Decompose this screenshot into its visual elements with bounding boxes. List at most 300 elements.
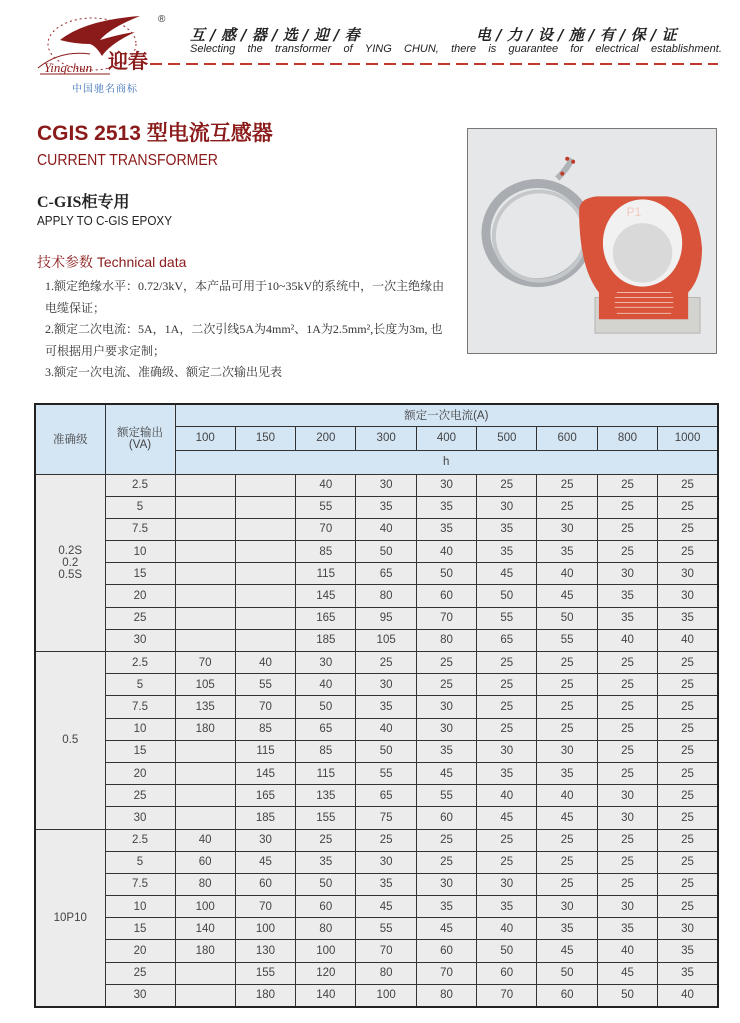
value-cell: 25 — [477, 829, 537, 851]
value-cell: 25 — [477, 851, 537, 873]
value-cell: 55 — [537, 629, 597, 651]
value-cell: 25 — [658, 785, 718, 807]
value-cell: 30 — [356, 474, 416, 496]
rated-output-cell: 20 — [105, 940, 175, 962]
value-cell: 35 — [416, 896, 476, 918]
value-cell: 30 — [537, 518, 597, 540]
table-row — [35, 807, 718, 829]
value-cell: 25 — [658, 873, 718, 895]
value-cell: 30 — [658, 585, 718, 607]
value-cell: 25 — [416, 652, 476, 674]
value-cell — [175, 629, 235, 651]
table-row — [35, 962, 718, 984]
rated-output-cell: 15 — [105, 563, 175, 585]
value-cell: 40 — [296, 674, 356, 696]
slogan-word: YING — [364, 43, 392, 55]
value-cell: 30 — [356, 851, 416, 873]
value-cell: 155 — [296, 807, 356, 829]
value-cell: 100 — [235, 918, 295, 940]
value-cell — [175, 585, 235, 607]
slogan-word: is — [488, 43, 497, 55]
value-cell: 35 — [416, 740, 476, 762]
value-cell: 185 — [235, 807, 295, 829]
value-cell: 40 — [658, 984, 718, 1006]
value-cell: 55 — [235, 674, 295, 696]
value-cell: 40 — [597, 629, 657, 651]
value-cell: 30 — [597, 896, 657, 918]
value-cell: 25 — [658, 474, 718, 496]
value-cell: 25 — [597, 696, 657, 718]
value-cell: 50 — [296, 873, 356, 895]
value-cell: 25 — [597, 541, 657, 563]
value-cell: 25 — [597, 829, 657, 851]
value-cell: 25 — [356, 829, 416, 851]
value-cell: 130 — [235, 940, 295, 962]
value-cell — [175, 740, 235, 762]
value-cell: 30 — [416, 696, 476, 718]
value-cell: 45 — [477, 563, 537, 585]
header-accuracy-class: 准确级 — [35, 404, 105, 474]
table-row — [35, 496, 718, 518]
value-cell: 100 — [175, 896, 235, 918]
slogan-word: Selecting — [190, 43, 236, 55]
brand-subtitle: 中国驰名商标 — [72, 84, 138, 95]
rated-output-cell: 25 — [105, 607, 175, 629]
header-current-100: 100 — [175, 426, 235, 450]
rated-output-cell: 7.5 — [105, 696, 175, 718]
table-row — [35, 629, 718, 651]
value-cell: 50 — [477, 585, 537, 607]
header-divider — [150, 63, 718, 65]
value-cell: 45 — [537, 807, 597, 829]
value-cell: 25 — [658, 718, 718, 740]
value-cell: 25 — [658, 696, 718, 718]
value-cell: 25 — [597, 740, 657, 762]
table-row — [35, 896, 718, 918]
header-current-200: 200 — [296, 426, 356, 450]
value-cell: 25 — [537, 873, 597, 895]
slogan-word: for — [570, 43, 584, 55]
value-cell — [175, 762, 235, 784]
value-cell: 30 — [235, 829, 295, 851]
brand-name-cn: 迎春 — [108, 49, 148, 73]
value-cell: 35 — [597, 607, 657, 629]
value-cell: 25 — [597, 674, 657, 696]
value-cell: 80 — [416, 984, 476, 1006]
value-cell: 35 — [597, 585, 657, 607]
value-cell: 165 — [296, 607, 356, 629]
value-cell — [175, 496, 235, 518]
value-cell: 45 — [416, 918, 476, 940]
value-cell: 65 — [356, 563, 416, 585]
value-cell: 45 — [477, 807, 537, 829]
value-cell: 60 — [175, 851, 235, 873]
value-cell: 35 — [356, 873, 416, 895]
value-cell — [235, 541, 295, 563]
value-cell: 40 — [175, 829, 235, 851]
accuracy-class-cell: 0.2S 0.2 0.5S — [35, 474, 105, 652]
header-rated-primary-current: 额定一次电流(A) — [175, 404, 718, 426]
value-cell: 25 — [658, 496, 718, 518]
rated-output-cell: 5 — [105, 851, 175, 873]
value-cell: 25 — [537, 496, 597, 518]
value-cell: 50 — [537, 962, 597, 984]
value-cell: 40 — [477, 918, 537, 940]
value-cell: 25 — [356, 652, 416, 674]
rated-output-cell: 15 — [105, 918, 175, 940]
value-cell: 70 — [477, 984, 537, 1006]
value-cell: 120 — [296, 962, 356, 984]
value-cell — [175, 962, 235, 984]
header-rated-output: 额定输出 (VA) — [105, 404, 175, 474]
value-cell: 35 — [416, 496, 476, 518]
value-cell: 25 — [537, 696, 597, 718]
value-cell: 45 — [416, 762, 476, 784]
value-cell — [175, 785, 235, 807]
value-cell: 25 — [597, 873, 657, 895]
value-cell — [175, 518, 235, 540]
value-cell: 140 — [175, 918, 235, 940]
value-cell: 30 — [658, 918, 718, 940]
spec-item: 1.额定绝缘水平：0.72/3kV，本产品可用于10~35kV的系统中，一次主绝缘由电缆保证； — [45, 279, 445, 315]
value-cell: 30 — [296, 652, 356, 674]
value-cell: 35 — [597, 918, 657, 940]
rated-output-cell: 30 — [105, 984, 175, 1006]
value-cell: 35 — [658, 962, 718, 984]
value-cell: 70 — [356, 940, 416, 962]
rated-output-cell: 10 — [105, 896, 175, 918]
value-cell — [235, 563, 295, 585]
value-cell: 55 — [356, 918, 416, 940]
value-cell: 180 — [235, 984, 295, 1006]
value-cell: 50 — [416, 563, 476, 585]
value-cell: 25 — [658, 851, 718, 873]
value-cell: 25 — [658, 762, 718, 784]
value-cell: 25 — [416, 674, 476, 696]
value-cell: 25 — [658, 518, 718, 540]
value-cell: 35 — [356, 696, 416, 718]
value-cell: 55 — [356, 762, 416, 784]
value-cell: 45 — [356, 896, 416, 918]
value-cell: 25 — [477, 652, 537, 674]
slogan-cn — [190, 24, 720, 45]
table-row — [35, 652, 718, 674]
value-cell — [235, 585, 295, 607]
slogan-word: the — [247, 43, 263, 55]
header-current-800: 800 — [597, 426, 657, 450]
value-cell: 25 — [597, 762, 657, 784]
value-cell: 35 — [537, 762, 597, 784]
value-cell: 55 — [296, 496, 356, 518]
rated-output-cell: 15 — [105, 740, 175, 762]
value-cell: 145 — [235, 762, 295, 784]
value-cell: 140 — [296, 984, 356, 1006]
table-row — [35, 984, 718, 1006]
value-cell: 40 — [416, 541, 476, 563]
value-cell: 155 — [235, 962, 295, 984]
value-cell: 30 — [416, 474, 476, 496]
value-cell: 35 — [658, 607, 718, 629]
value-cell: 30 — [477, 496, 537, 518]
header-current-600: 600 — [537, 426, 597, 450]
value-cell: 70 — [416, 607, 476, 629]
value-cell — [235, 607, 295, 629]
slogan-word: transformer — [275, 43, 332, 55]
value-cell: 70 — [296, 518, 356, 540]
value-cell: 25 — [537, 718, 597, 740]
value-cell: 25 — [477, 674, 537, 696]
value-cell: 40 — [356, 518, 416, 540]
value-cell: 80 — [416, 629, 476, 651]
value-cell: 25 — [597, 718, 657, 740]
value-cell — [175, 541, 235, 563]
value-cell: 40 — [356, 718, 416, 740]
value-cell: 60 — [537, 984, 597, 1006]
value-cell: 45 — [235, 851, 295, 873]
value-cell: 70 — [175, 652, 235, 674]
registered-mark: ® — [158, 14, 166, 25]
value-cell: 25 — [658, 740, 718, 762]
value-cell: 35 — [658, 940, 718, 962]
value-cell — [235, 474, 295, 496]
value-cell: 30 — [477, 740, 537, 762]
value-cell: 25 — [537, 851, 597, 873]
product-title-en: CURRENT TRANSFORMER — [37, 152, 218, 169]
value-cell: 35 — [296, 851, 356, 873]
slogan-word: establishment. — [650, 43, 722, 55]
value-cell: 30 — [597, 807, 657, 829]
current-transformer-image — [468, 129, 716, 353]
value-cell: 25 — [477, 474, 537, 496]
value-cell — [175, 607, 235, 629]
value-cell: 85 — [296, 740, 356, 762]
value-cell: 25 — [597, 496, 657, 518]
value-cell: 60 — [416, 807, 476, 829]
value-cell: 80 — [356, 585, 416, 607]
value-cell: 35 — [477, 762, 537, 784]
rated-output-cell: 7.5 — [105, 873, 175, 895]
swallow-logo-icon — [30, 10, 170, 80]
value-cell — [235, 629, 295, 651]
value-cell: 95 — [356, 607, 416, 629]
value-cell: 35 — [416, 518, 476, 540]
value-cell: 50 — [356, 541, 416, 563]
value-cell: 25 — [658, 807, 718, 829]
value-cell: 115 — [235, 740, 295, 762]
value-cell: 80 — [356, 962, 416, 984]
value-cell: 30 — [597, 785, 657, 807]
rated-output-cell: 25 — [105, 962, 175, 984]
rated-output-cell: 10 — [105, 541, 175, 563]
rated-output-cell: 20 — [105, 585, 175, 607]
value-cell: 50 — [537, 607, 597, 629]
value-cell: 40 — [537, 785, 597, 807]
table-row — [35, 563, 718, 585]
slogan-word: CHUN, — [404, 43, 439, 55]
value-cell: 25 — [416, 851, 476, 873]
rated-output-cell: 2.5 — [105, 474, 175, 496]
value-cell — [175, 563, 235, 585]
value-cell — [235, 518, 295, 540]
accuracy-class-cell: 0.5 — [35, 652, 105, 830]
header-current-500: 500 — [477, 426, 537, 450]
value-cell — [175, 474, 235, 496]
table-row — [35, 718, 718, 740]
value-cell: 25 — [658, 541, 718, 563]
value-cell: 115 — [296, 563, 356, 585]
spec-item: 2.额定二次电流：5A，1A，二次引线5A为4mm²、1A为2.5mm²,长度为3m, 也可根据用户要求定制； — [45, 322, 443, 358]
value-cell: 145 — [296, 585, 356, 607]
value-cell: 30 — [416, 873, 476, 895]
rated-output-cell: 10 — [105, 718, 175, 740]
accuracy-class-cell: 10P10 — [35, 829, 105, 1007]
value-cell: 30 — [658, 563, 718, 585]
value-cell: 35 — [537, 918, 597, 940]
value-cell: 135 — [296, 785, 356, 807]
value-cell: 100 — [356, 984, 416, 1006]
value-cell: 75 — [356, 807, 416, 829]
header-current-150: 150 — [235, 426, 295, 450]
table-row — [35, 474, 718, 496]
spec-item: 3.额定一次电流、准确级、额定二次输出见表 — [45, 365, 283, 379]
table-row — [35, 762, 718, 784]
value-cell: 65 — [296, 718, 356, 740]
value-cell: 40 — [235, 652, 295, 674]
value-cell: 30 — [537, 896, 597, 918]
rated-output-cell: 7.5 — [105, 518, 175, 540]
value-cell: 35 — [477, 541, 537, 563]
value-cell: 40 — [537, 563, 597, 585]
header-current-1000: 1000 — [658, 426, 718, 450]
value-cell — [175, 807, 235, 829]
value-cell: 50 — [356, 740, 416, 762]
value-cell: 25 — [537, 652, 597, 674]
value-cell: 25 — [597, 851, 657, 873]
value-cell: 60 — [235, 873, 295, 895]
rated-output-cell: 5 — [105, 496, 175, 518]
slogan-word: guarantee — [508, 43, 559, 55]
product-subtitle-cn: C-GIS柜专用 — [37, 194, 130, 211]
value-cell: 180 — [175, 940, 235, 962]
table-row — [35, 940, 718, 962]
value-cell: 165 — [235, 785, 295, 807]
value-cell — [235, 496, 295, 518]
value-cell: 70 — [416, 962, 476, 984]
slogan-cn-part2: 电 / 力 / 设 / 施 / 有 / 保 / 证 — [476, 26, 677, 44]
value-cell: 30 — [416, 718, 476, 740]
slogan-word: there — [451, 43, 477, 55]
slogan-cn-part1: 互 / 感 / 器 / 选 / 迎 / 春 — [190, 26, 360, 44]
table-row — [35, 607, 718, 629]
value-cell: 40 — [658, 629, 718, 651]
value-cell: 40 — [477, 785, 537, 807]
header-current-400: 400 — [416, 426, 476, 450]
value-cell: 30 — [537, 740, 597, 762]
table-row — [35, 851, 718, 873]
value-cell: 25 — [658, 896, 718, 918]
value-cell: 85 — [296, 541, 356, 563]
value-cell — [175, 984, 235, 1006]
spec-table — [34, 403, 719, 1008]
value-cell: 25 — [537, 674, 597, 696]
table-row — [35, 541, 718, 563]
table-row — [35, 740, 718, 762]
value-cell: 25 — [658, 829, 718, 851]
table-row — [35, 518, 718, 540]
value-cell: 25 — [597, 518, 657, 540]
value-cell: 35 — [356, 496, 416, 518]
technical-spec-list — [45, 276, 445, 384]
value-cell: 60 — [416, 585, 476, 607]
value-cell: 25 — [296, 829, 356, 851]
value-cell: 135 — [175, 696, 235, 718]
header-unit: h — [175, 450, 718, 474]
product-photo — [467, 128, 717, 354]
value-cell: 65 — [356, 785, 416, 807]
value-cell: 35 — [477, 896, 537, 918]
value-cell: 25 — [597, 652, 657, 674]
value-cell: 40 — [296, 474, 356, 496]
rated-output-cell: 2.5 — [105, 829, 175, 851]
slogan-en — [190, 43, 722, 55]
value-cell: 85 — [235, 718, 295, 740]
photo-label: P1 — [626, 205, 642, 220]
value-cell: 35 — [537, 541, 597, 563]
slogan-word: electrical — [595, 43, 639, 55]
value-cell: 100 — [296, 940, 356, 962]
rated-output-cell: 30 — [105, 807, 175, 829]
value-cell: 45 — [537, 585, 597, 607]
value-cell: 55 — [416, 785, 476, 807]
table-row — [35, 696, 718, 718]
value-cell: 30 — [597, 563, 657, 585]
value-cell: 80 — [175, 873, 235, 895]
value-cell: 70 — [235, 896, 295, 918]
product-title-cn: CGIS 2513 型电流互感器 — [37, 122, 273, 145]
table-row — [35, 785, 718, 807]
value-cell: 25 — [537, 829, 597, 851]
table-row — [35, 918, 718, 940]
value-cell: 180 — [175, 718, 235, 740]
value-cell: 115 — [296, 762, 356, 784]
rated-output-cell: 5 — [105, 674, 175, 696]
brand-name-en: Yingchun — [44, 60, 93, 75]
slogan-word: of — [343, 43, 353, 55]
rated-output-cell: 25 — [105, 785, 175, 807]
value-cell: 105 — [175, 674, 235, 696]
value-cell: 25 — [658, 652, 718, 674]
value-cell: 40 — [597, 940, 657, 962]
value-cell: 185 — [296, 629, 356, 651]
table-row — [35, 829, 718, 851]
value-cell: 60 — [296, 896, 356, 918]
header-current-300: 300 — [356, 426, 416, 450]
value-cell: 80 — [296, 918, 356, 940]
value-cell: 65 — [477, 629, 537, 651]
value-cell: 25 — [416, 829, 476, 851]
table-row — [35, 873, 718, 895]
value-cell: 30 — [477, 873, 537, 895]
value-cell: 25 — [597, 474, 657, 496]
value-cell: 30 — [356, 674, 416, 696]
value-cell: 55 — [477, 607, 537, 629]
value-cell: 25 — [477, 718, 537, 740]
value-cell: 60 — [477, 962, 537, 984]
value-cell: 70 — [235, 696, 295, 718]
table-row — [35, 585, 718, 607]
value-cell: 50 — [477, 940, 537, 962]
rated-output-cell: 20 — [105, 762, 175, 784]
